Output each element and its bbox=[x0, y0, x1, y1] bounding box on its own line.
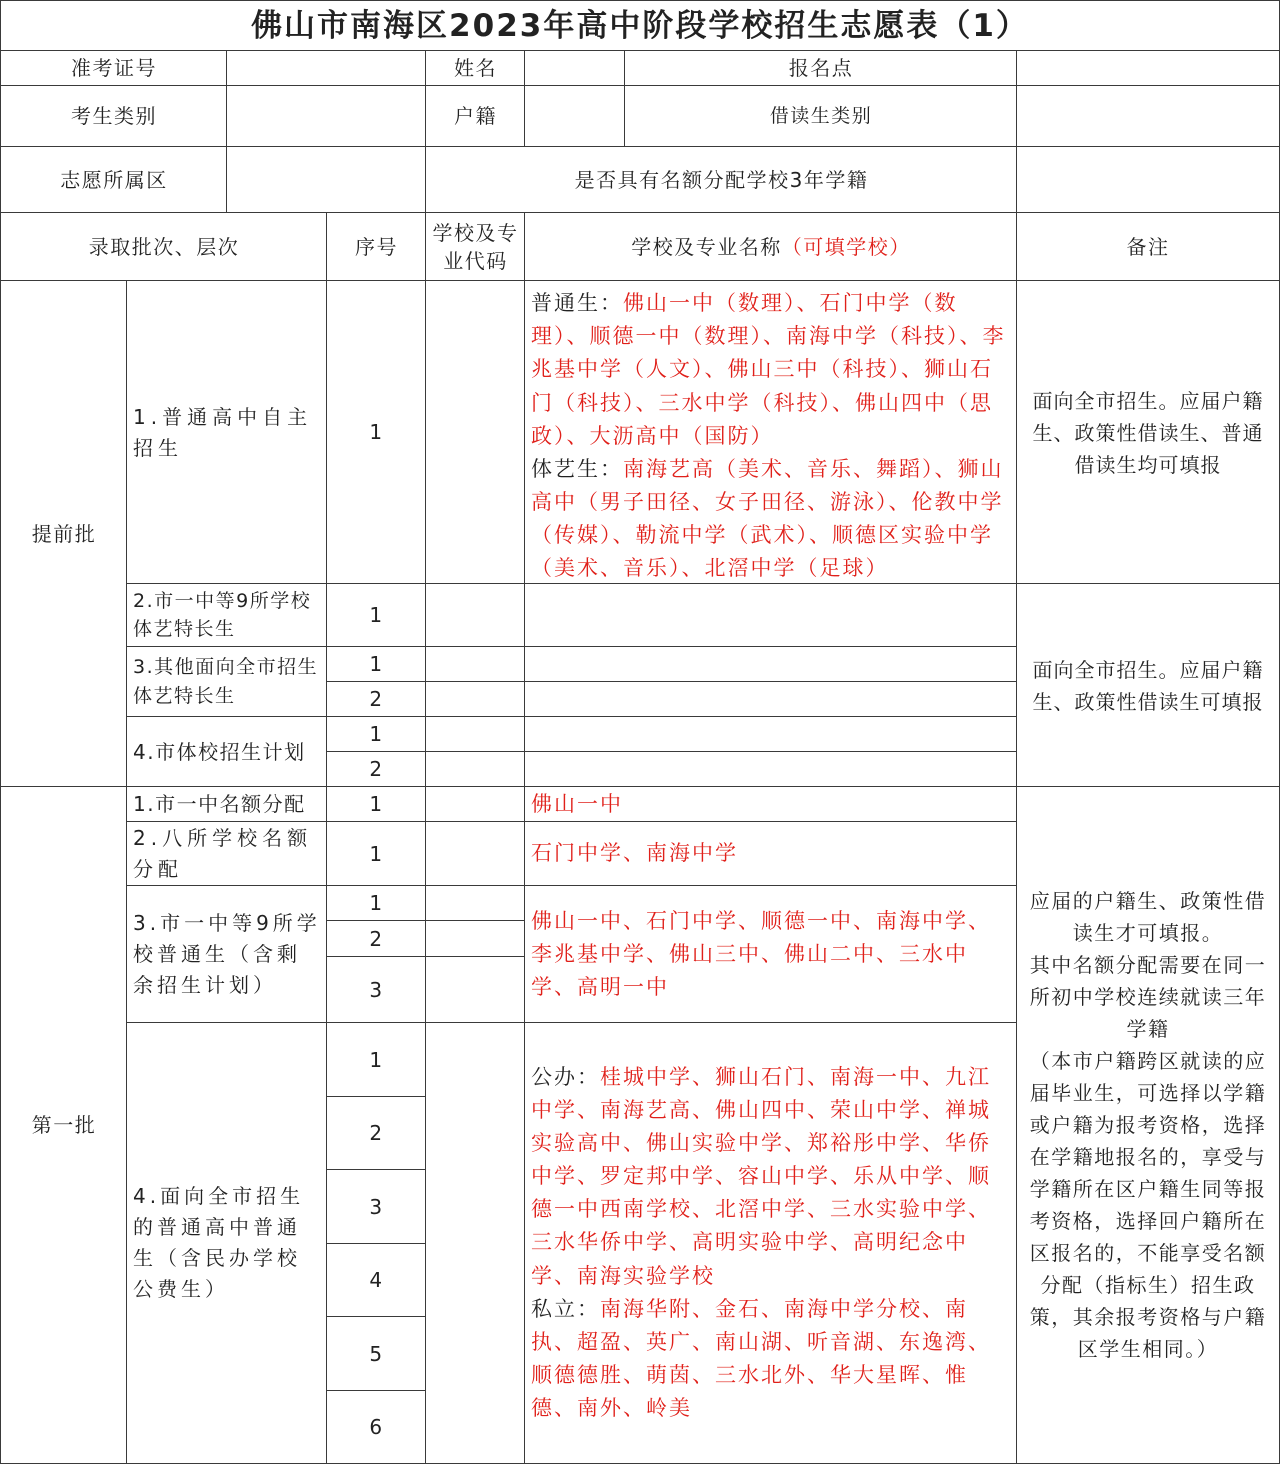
first-seq-3b: 2 bbox=[326, 920, 427, 958]
advance-school-3a[interactable] bbox=[524, 646, 1018, 683]
first-code-3b[interactable] bbox=[425, 920, 526, 958]
quota-question-field[interactable] bbox=[1016, 146, 1280, 214]
category-field[interactable] bbox=[226, 85, 427, 148]
first-seq-1: 1 bbox=[326, 786, 427, 823]
first-remark-c: （本市户籍跨区就读的应届毕业生，可选择以学籍或户籍为报考资格，选择在学籍地报名的，享受与学籍所在区户籍生同等报考资格，选择回户籍所在区报名的，不能享受名额分配（指标生）招生政策，其余报考资格与户籍区学生相同。） bbox=[1029, 1049, 1267, 1361]
first-code-3c[interactable] bbox=[425, 956, 526, 1024]
advance-seq-3b: 2 bbox=[326, 681, 427, 718]
first-code-1[interactable] bbox=[425, 786, 526, 823]
advance-school-3b[interactable] bbox=[524, 681, 1018, 718]
first-seq-4d: 4 bbox=[326, 1243, 427, 1318]
page-title: 佛山市南海区2023年高中阶段学校招生志愿表（1） bbox=[0, 0, 1280, 52]
public-school-list: 桂城中学、狮山石门、南海一中、九江中学、南海艺高、佛山四中、荣山中学、禅城实验高中、佛山实验中学、郑裕彤中学、华侨中学、罗定邦中学、容山中学、乐从中学、顺德一中西南学校、北滘中学、三水实验中学、三水华侨中学、高明实验中学、高明纪念中学、南海实验学校 bbox=[531, 1064, 991, 1288]
advance-schools-1 bbox=[524, 280, 1018, 585]
borrow-category-field[interactable] bbox=[1016, 85, 1280, 148]
advance-seq-4b: 2 bbox=[326, 751, 427, 788]
public-prefix: 公办： bbox=[531, 1064, 600, 1089]
first-code-4[interactable] bbox=[425, 1022, 526, 1464]
first-seq-4f: 6 bbox=[326, 1390, 427, 1464]
advance-code-2[interactable] bbox=[425, 583, 526, 648]
district-label: 志愿所属区 bbox=[0, 146, 228, 214]
first-seq-2: 1 bbox=[326, 821, 427, 887]
batch-advance-label: 提前批 bbox=[0, 280, 128, 788]
hukou-field[interactable] bbox=[524, 85, 626, 148]
advance-code-4a[interactable] bbox=[425, 716, 526, 753]
advance-code-3a[interactable] bbox=[425, 646, 526, 683]
header-school-name bbox=[524, 212, 1018, 282]
first-category-3: 3.市一中等9所学校普通生（含剩余招生计划） bbox=[126, 885, 328, 1024]
first-code-2[interactable] bbox=[425, 821, 526, 887]
header-batch: 录取批次、层次 bbox=[0, 212, 328, 282]
first-seq-4b: 2 bbox=[326, 1096, 427, 1171]
category-label: 考生类别 bbox=[0, 85, 228, 148]
first-seq-3c: 3 bbox=[326, 956, 427, 1024]
advance-seq-3a: 1 bbox=[326, 646, 427, 683]
first-school-3: 佛山一中、石门中学、顺德一中、南海中学、李兆基中学、佛山三中、佛山二中、三水中学、高明一中 bbox=[524, 885, 1018, 1024]
first-category-4: 4.面向全市招生的普通高中普通生（含民办学校公费生） bbox=[126, 1022, 328, 1464]
reg-point-label: 报名点 bbox=[624, 50, 1018, 87]
first-seq-4e: 5 bbox=[326, 1316, 427, 1392]
header-name-hint: （可填学校） bbox=[781, 234, 911, 259]
batch-first-label: 第一批 bbox=[0, 786, 128, 1464]
first-school-2: 石门中学、南海中学 bbox=[524, 821, 1018, 887]
first-remark-a: 应届的户籍生、政策性借读生才可填报。 bbox=[1029, 889, 1267, 945]
advance-seq-4a: 1 bbox=[326, 716, 427, 753]
first-seq-3a: 1 bbox=[326, 885, 427, 922]
advance-category-4: 4.市体校招生计划 bbox=[126, 716, 328, 788]
reg-point-field[interactable] bbox=[1016, 50, 1280, 87]
borrow-category-label: 借读生类别 bbox=[624, 85, 1018, 148]
name-field[interactable] bbox=[524, 50, 626, 87]
name-label: 姓名 bbox=[425, 50, 526, 87]
advance-remark-2: 面向全市招生。应届户籍生、政策性借读生可填报 bbox=[1016, 583, 1280, 788]
advance-code-3b[interactable] bbox=[425, 681, 526, 718]
exam-id-field[interactable] bbox=[226, 50, 427, 87]
art-prefix: 体艺生： bbox=[531, 456, 623, 481]
district-field[interactable] bbox=[226, 146, 427, 214]
first-remark-b: 其中名额分配需要在同一所初中学校连续就读三年学籍 bbox=[1029, 953, 1267, 1041]
exam-id-label: 准考证号 bbox=[0, 50, 228, 87]
advance-category-1: 1.普通高中自主招生 bbox=[126, 280, 328, 585]
advance-seq-1: 1 bbox=[326, 280, 427, 585]
general-school-list: 佛山一中（数理）、石门中学（数理）、顺德一中（数理）、南海中学（科技）、李兆基中学（人文）、佛山三中（科技）、狮山石门（科技）、三水中学（科技）、佛山四中（思政）、大沥高中（国防） bbox=[531, 291, 1006, 448]
first-remark bbox=[1016, 786, 1280, 1464]
first-category-1: 1.市一中名额分配 bbox=[126, 786, 328, 823]
advance-school-4a[interactable] bbox=[524, 716, 1018, 753]
advance-category-3: 3.其他面向全市招生体艺特长生 bbox=[126, 646, 328, 718]
advance-category-2: 2.市一中等9所学校体艺特长生 bbox=[126, 583, 328, 648]
header-name-main: 学校及专业名称 bbox=[631, 234, 782, 259]
general-prefix: 普通生： bbox=[531, 291, 623, 315]
header-code: 学校及专业代码 bbox=[425, 212, 526, 282]
first-school-4 bbox=[524, 1022, 1018, 1464]
advance-remark-1: 面向全市招生。应届户籍生、政策性借读生、普通借读生均可填报 bbox=[1016, 280, 1280, 585]
advance-code-1[interactable] bbox=[425, 280, 526, 585]
first-code-3a[interactable] bbox=[425, 885, 526, 922]
first-category-2: 2.八所学校名额分配 bbox=[126, 821, 328, 887]
private-school-list: 南海华附、金石、南海中学分校、南执、超盈、英广、南山湖、听音湖、东逸湾、顺德德胜、萌茵、三水北外、华大星晖、惟德、南外、岭美 bbox=[531, 1296, 991, 1421]
header-seq: 序号 bbox=[326, 212, 427, 282]
private-prefix: 私立： bbox=[531, 1296, 600, 1321]
header-remark: 备注 bbox=[1016, 212, 1280, 282]
first-school-1: 佛山一中 bbox=[524, 786, 1018, 823]
advance-code-4b[interactable] bbox=[425, 751, 526, 788]
advance-school-4b[interactable] bbox=[524, 751, 1018, 788]
advance-school-2[interactable] bbox=[524, 583, 1018, 648]
art-school-list: 南海艺高（美术、音乐、舞蹈）、狮山高中（男子田径、女子田径、游泳）、伦教中学（传媒）、勒流中学（武术）、顺德区实验中学（美术、音乐）、北滘中学（足球） bbox=[531, 456, 1004, 581]
advance-seq-2: 1 bbox=[326, 583, 427, 648]
first-seq-4a: 1 bbox=[326, 1022, 427, 1098]
first-seq-4c: 3 bbox=[326, 1169, 427, 1245]
quota-question-label: 是否具有名额分配学校3年学籍 bbox=[425, 146, 1018, 214]
hukou-label: 户籍 bbox=[425, 85, 526, 148]
